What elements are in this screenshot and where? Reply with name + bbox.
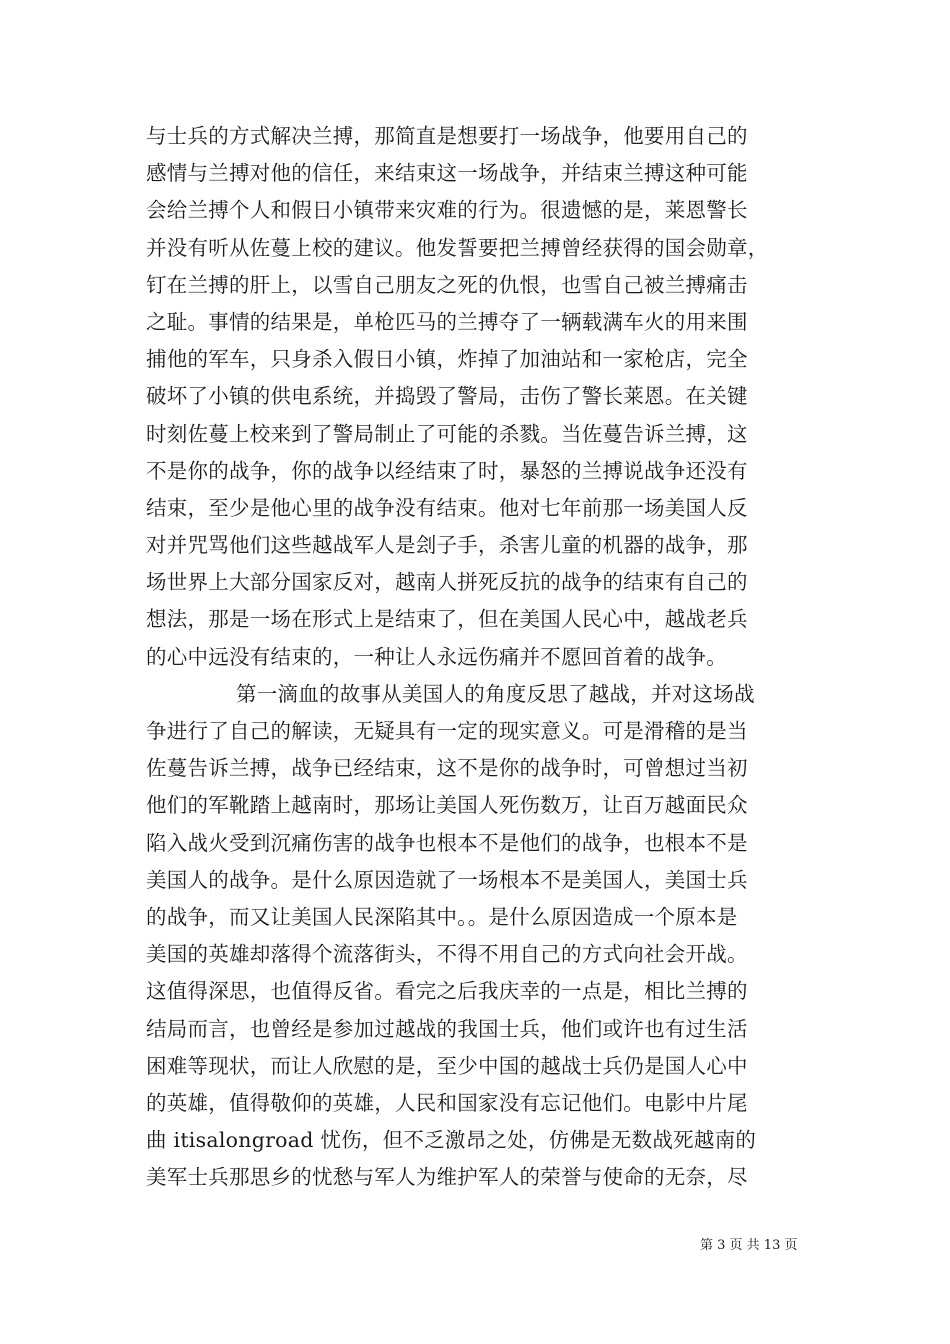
text-line: 感情与兰搏对他的信任，来结束这一场战争，并结束兰搏这种可能 — [146, 161, 748, 186]
page-number-footer: 第 3 页 共 13 页 — [700, 1238, 798, 1253]
text-line: 钉在兰搏的肝上，以雪自己朋友之死的仇恨，也雪自己被兰搏痛击 — [146, 272, 748, 297]
text-line: 会给兰搏个人和假日小镇带来灾难的行为。很遗憾的是，莱恩警长 — [146, 198, 748, 223]
text-line: 困难等现状，而让人欣慰的是，至少中国的越战士兵仍是国人心中 — [146, 1053, 748, 1078]
text-line: 的英雄，值得敬仰的英雄，人民和国家没有忘记他们。电影中片尾 — [146, 1090, 748, 1115]
body-text — [146, 118, 811, 1196]
text-line: 结局而言，也曾经是参加过越战的我国士兵，他们或许也有过生活 — [146, 1016, 748, 1041]
text-line: 之耻。事情的结果是，单枪匹马的兰搏夺了一辆载满车火的用来围 — [146, 309, 748, 334]
text-line: 不是你的战争，你的战争以经结束了时，暴怒的兰搏说战争还没有 — [146, 458, 748, 483]
text-line: 这值得深思，也值得反省。看完之后我庆幸的一点是，相比兰搏的 — [146, 979, 748, 1004]
text-line: 想法，那是一场在形式上是结束了，但在美国人民心中，越战老兵 — [146, 607, 748, 632]
text-line: 的战争，而又让美国人民深陷其中。。是什么原因造成一个原本是 — [146, 904, 738, 929]
text-line: 与士兵的方式解决兰搏，那简直是想要打一场战争，他要用自己的 — [146, 124, 748, 148]
text-line: 的心中远没有结束的，一种让人永远伤痛并不愿回首着的战争。 — [146, 644, 727, 669]
text-line: 佐蔓告诉兰搏，战争已经结束，这不是你的战争时，可曾想过当初 — [146, 756, 748, 781]
text-line: 捕他的军车，只身杀入假日小镇，炸掉了加油站和一家枪店，完全 — [146, 347, 748, 372]
text-line: 美军士兵那思乡的忧愁与军人为维护军人的荣誉与使命的无奈，尽 — [146, 1165, 748, 1190]
text-line: 结束，至少是他心里的战争没有结束。他对七年前那一场美国人反 — [146, 495, 748, 520]
text-line: 曲 itisalongroad 忧伤，但不乏激昂之处，仿佛是无数战死越南的 — [146, 1128, 757, 1153]
text-line: 对并咒骂他们这些越战军人是刽子手，杀害儿童的机器的战争，那 — [146, 533, 748, 558]
text-line: 场世界上大部分国家反对，越南人拼死反抗的战争的结束有自己的 — [146, 570, 748, 595]
text-line: 他们的军靴踏上越南时，那场让美国人死伤数万，让百万越面民众 — [146, 793, 748, 818]
text-line: 破坏了小镇的供电系统，并捣毁了警局，击伤了警长莱恩。在关键 — [146, 384, 748, 409]
text-line: 并没有听从佐蔓上校的建议。他发誓要把兰搏曾经获得的国会勋章， — [146, 235, 769, 260]
text-line: 争进行了自己的解读，无疑具有一定的现实意义。可是滑稽的是当 — [146, 719, 748, 743]
text-line: 美国人的战争。是什么原因造就了一场根本不是美国人，美国士兵 — [146, 867, 748, 892]
paragraph-start-line: 第一滴血的故事从美国人的角度反思了越战，并对这场战 — [236, 681, 755, 706]
text-line: 美国的英雄却落得个流落街头，不得不用自己的方式向社会开战。 — [146, 942, 748, 967]
text-line: 时刻佐蔓上校来到了警局制止了可能的杀戮。当佐蔓告诉兰搏，这 — [146, 421, 748, 446]
text-line: 陷入战火受到沉痛伤害的战争也根本不是他们的战争，也根本不是 — [146, 830, 748, 855]
